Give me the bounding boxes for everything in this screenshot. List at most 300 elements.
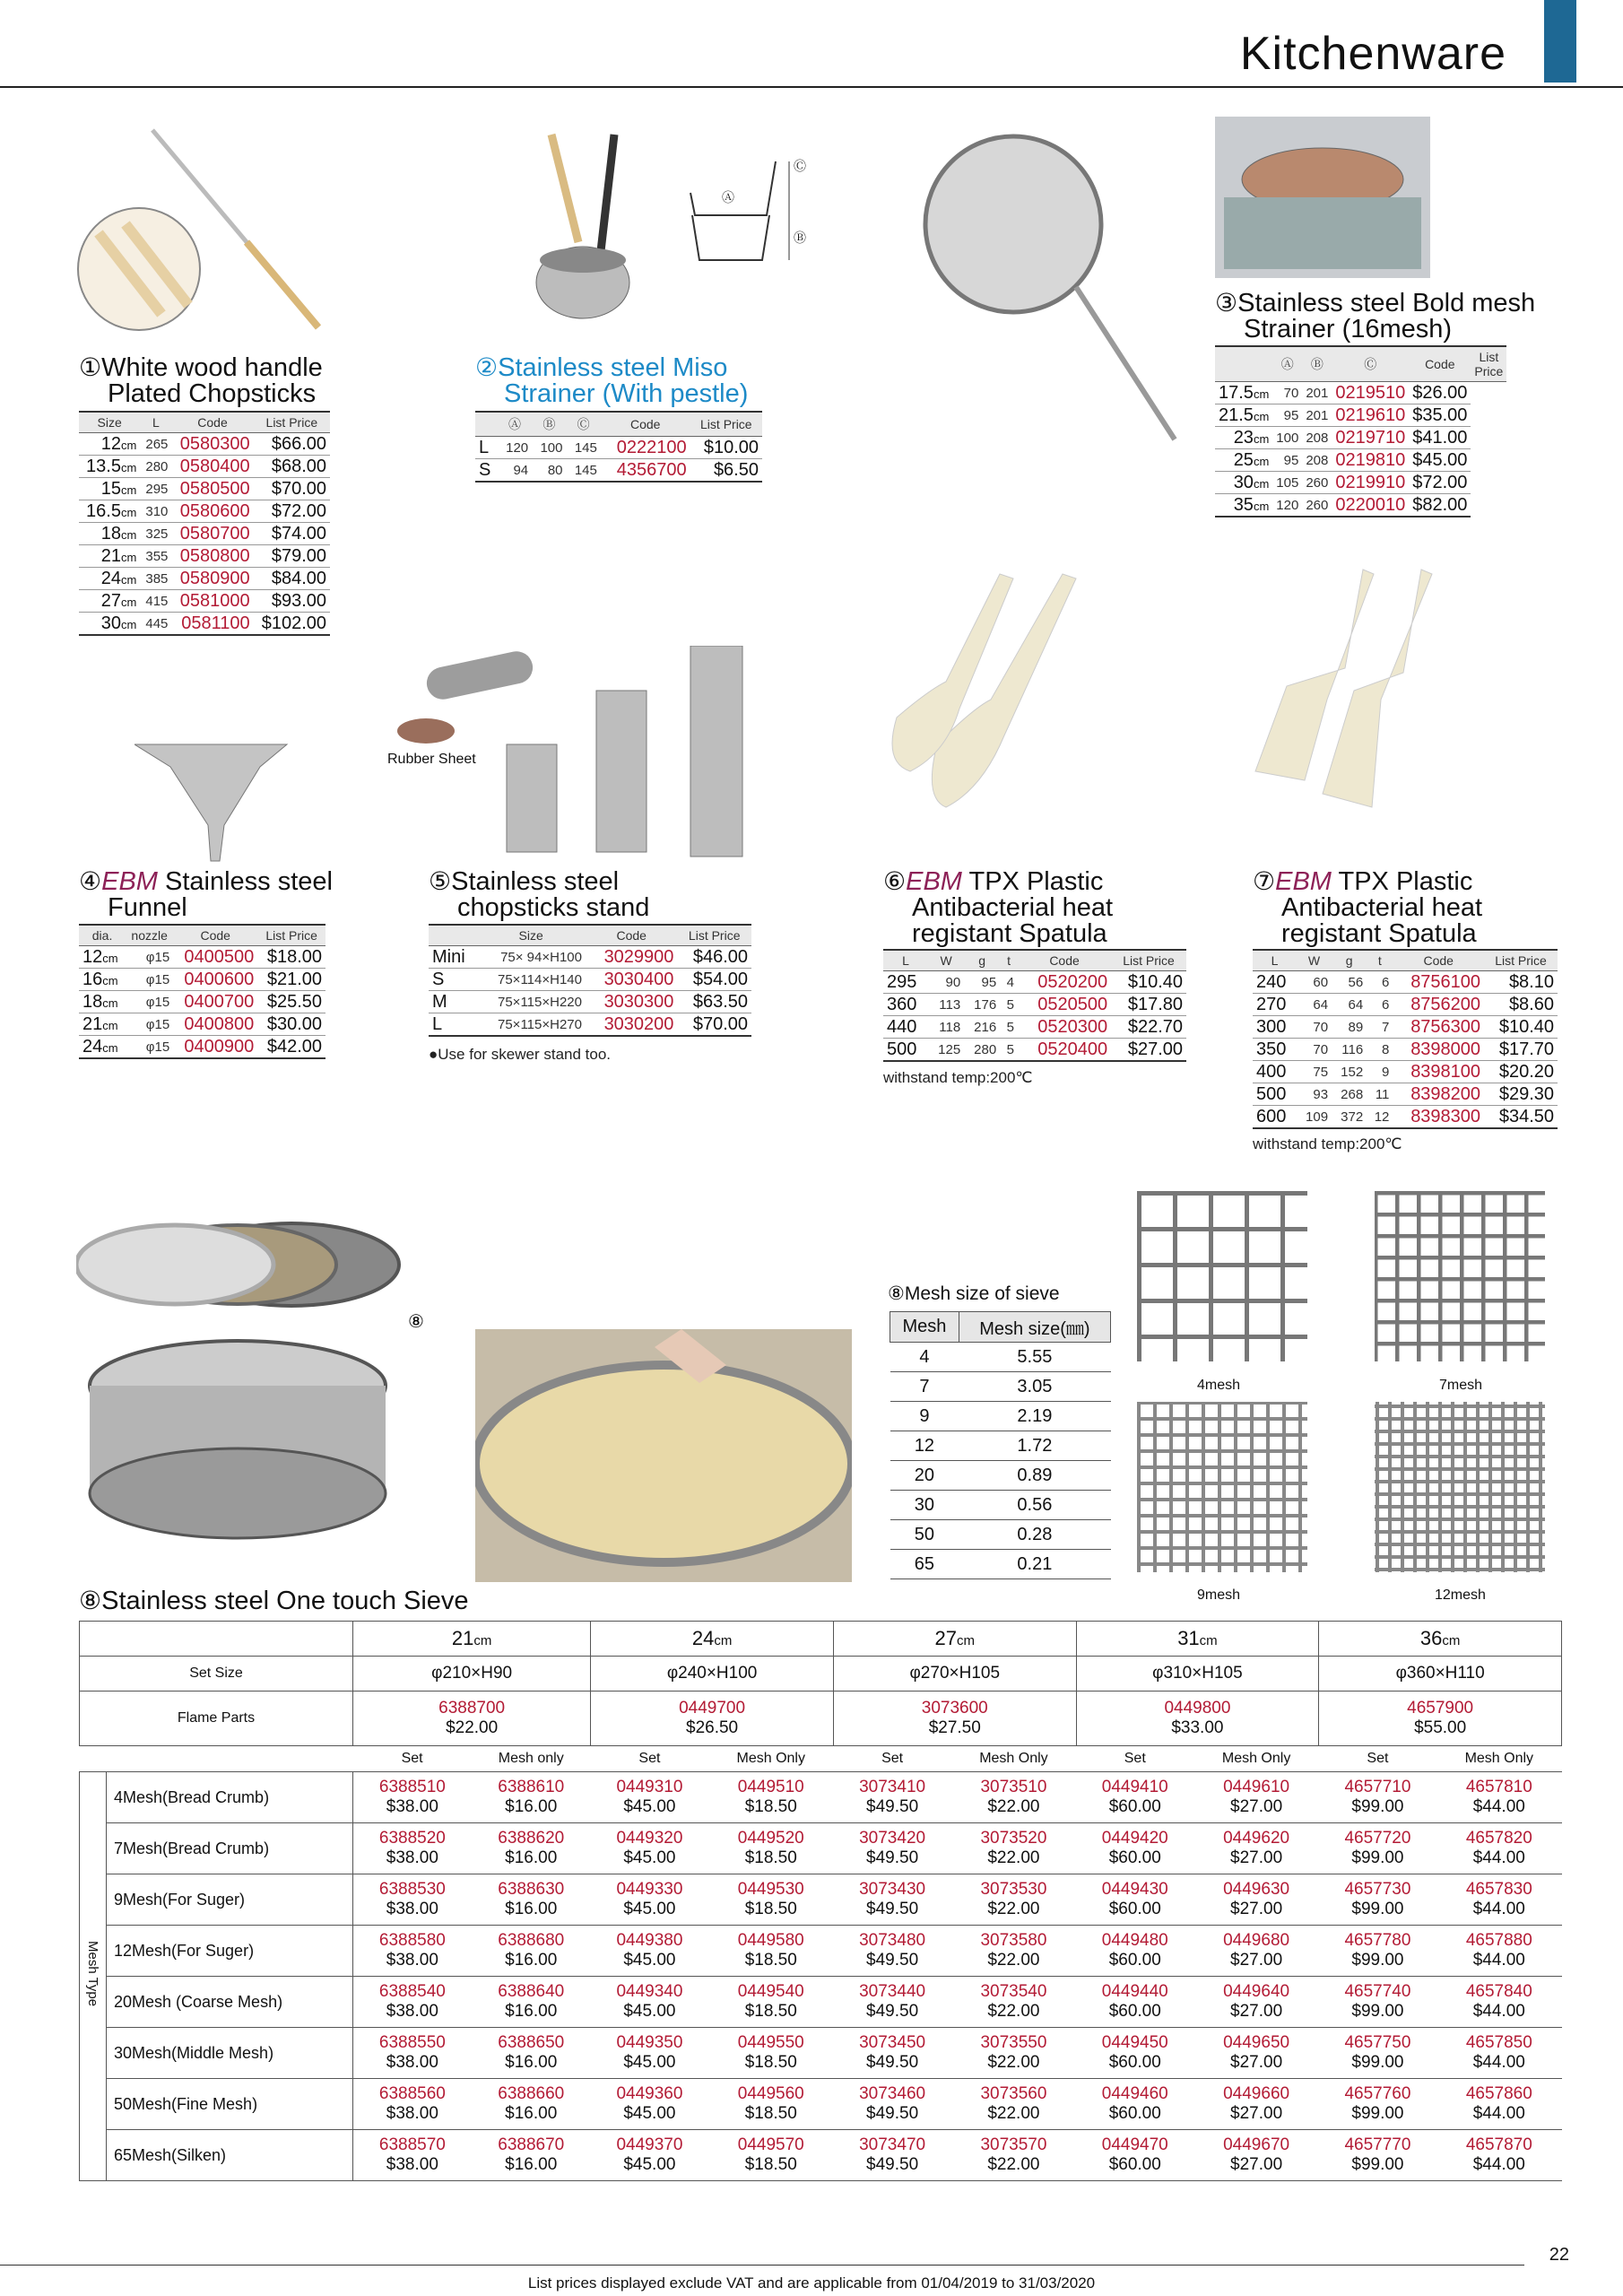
table-row: [79, 433, 330, 456]
table-cell: 0580800: [171, 545, 253, 568]
page-number: 22: [1549, 2245, 1569, 2265]
size-value: 27: [100, 590, 121, 611]
size-unit: cm: [1253, 454, 1270, 468]
table-cell: 600: [1253, 1106, 1297, 1129]
table-cell: 8398000: [1393, 1039, 1484, 1061]
product-code: 6388570: [378, 2135, 446, 2154]
table-cell: $66.00: [254, 433, 330, 456]
product-code: 4657810: [1465, 1778, 1532, 1796]
product-price: $16.00: [505, 1797, 558, 1816]
table-cell: 95: [964, 971, 1000, 994]
size-value: 21: [100, 545, 121, 566]
bold-mesh-strainer-photo: [906, 126, 1202, 457]
table-cell: 0580300: [171, 433, 253, 456]
product-price: $18.50: [744, 1797, 797, 1816]
table-row: [1215, 449, 1506, 472]
price-cell: [1193, 1926, 1318, 1977]
table-cell: 90: [928, 971, 964, 994]
price-cell: [1076, 1823, 1193, 1874]
product-code: 3073450: [859, 2033, 926, 2052]
product-price: $38.00: [386, 2002, 438, 2021]
price-cell: [591, 1977, 708, 2028]
table-cell: Mini: [429, 946, 476, 969]
frame-parts-value: [833, 1692, 1076, 1746]
product-price: $38.00: [386, 2155, 438, 2174]
corner-cell: [80, 1746, 353, 1772]
table-cell: 500: [1253, 1083, 1297, 1106]
price-cell: [708, 1772, 833, 1823]
product-7-note: withstand temp:200℃: [1253, 1135, 1402, 1152]
product-code: 0449660: [1223, 2084, 1290, 2103]
product-code: 4657850: [1465, 2033, 1532, 2052]
size-value: 24: [100, 568, 121, 588]
price-cell: [951, 1977, 1076, 2028]
price-cell: [1319, 2028, 1436, 2079]
size-value: 35: [1233, 494, 1254, 515]
table-row: [1215, 427, 1506, 449]
mesh-row-label: 50Mesh(Fine Mesh): [107, 2079, 353, 2130]
product-price: $22.00: [987, 2155, 1040, 2174]
table-cell: [79, 433, 140, 456]
chopsticks-photo: [76, 126, 345, 341]
product-price: $16.00: [505, 2002, 558, 2021]
sieve-mesh-row: [80, 1926, 1562, 1977]
table-cell: 260: [1302, 494, 1332, 517]
price-cell: [951, 2079, 1076, 2130]
product-price: $27.00: [1230, 2002, 1283, 2021]
price-cell: [1193, 2079, 1318, 2130]
product-code: 0449310: [616, 1778, 683, 1796]
product-price: $44.00: [1472, 1900, 1525, 1918]
sieve-size-header: [833, 1622, 1076, 1657]
table-cell: φ15: [126, 1013, 173, 1036]
table-cell: $21.00: [257, 969, 325, 991]
mesh-row: [890, 1461, 1111, 1491]
table-cell: 0400500: [173, 946, 257, 969]
rubber-sheet-label: Rubber Sheet: [387, 752, 476, 767]
product-code: 3073420: [859, 1829, 926, 1848]
price-cell: [1319, 1823, 1436, 1874]
table-cell: 9: [890, 1402, 959, 1431]
table-cell: 8398300: [1393, 1106, 1484, 1129]
table-cell: 5: [1000, 1039, 1018, 1062]
price-cell: [353, 2130, 472, 2181]
table-cell: 0581000: [171, 590, 253, 613]
table-cell: 310: [140, 500, 171, 523]
table-cell: [79, 500, 140, 523]
price-cell: [1319, 2079, 1436, 2130]
frame-parts-label: Flame Parts: [80, 1692, 353, 1746]
product-code: 0449450: [1101, 2033, 1168, 2052]
product-6-title: ⑥EBM TPX Plastic Antibacterial heat registant Spatula: [883, 867, 1114, 948]
mesh-row-label: 30Mesh(Middle Mesh): [107, 2028, 353, 2079]
sieve-in-use-photo: [475, 1329, 852, 1582]
product-price: $44.00: [1472, 1848, 1525, 1867]
product-6-table: L W g t Code List Price 295 90 95 4 0520200 $10.40 360 113 176 5 0520500 $17.80 440 118 216 5 0520300 $22.70 500 125 280 5 0520400 $27.00: [883, 949, 1186, 1062]
product-code: 3073480: [859, 1931, 926, 1950]
table-cell: $74.00: [254, 523, 330, 545]
product-code: 6388640: [498, 1982, 565, 2001]
table-cell: 0580500: [171, 478, 253, 500]
product-price: $45.00: [623, 1951, 676, 1970]
spatula-7-photo: [1251, 565, 1448, 843]
product-code: 0449350: [616, 2033, 683, 2052]
table-cell: 64: [1297, 994, 1332, 1016]
table-cell: $10.40: [1111, 971, 1186, 994]
table-cell: 3030300: [586, 991, 677, 1013]
table-cell: 118: [928, 1016, 964, 1039]
product-code: 0449640: [1223, 1982, 1290, 2001]
product-price: $44.00: [1472, 2002, 1525, 2021]
price-cell: [1076, 2079, 1193, 2130]
table-cell: $68.00: [254, 456, 330, 478]
price-cell: [1319, 1772, 1436, 1823]
table-row: [1253, 971, 1558, 994]
product-price: $99.00: [1351, 1900, 1404, 1918]
table-cell: 50: [890, 1520, 959, 1550]
table-row: [79, 590, 330, 613]
table-cell: 3029900: [586, 946, 677, 969]
mesh-4-label: 4mesh: [1197, 1378, 1241, 1393]
product-price: $22.00: [987, 2053, 1040, 2072]
product-code: 6388650: [498, 2033, 565, 2052]
frame-price: $22.00: [446, 1718, 499, 1737]
table-row: [1215, 382, 1506, 404]
product-code: 6388670: [498, 2135, 565, 2154]
price-cell: [951, 1823, 1076, 1874]
price-cell: [1436, 1772, 1561, 1823]
table-cell: $72.00: [1409, 472, 1471, 494]
table-cell: 3030400: [586, 969, 677, 991]
size-unit: cm: [120, 572, 137, 587]
price-cell: [1319, 1977, 1436, 2028]
table-cell: 12: [890, 1431, 959, 1461]
table-cell: 208: [1302, 449, 1332, 472]
table-row: [79, 1036, 325, 1059]
price-cell: [708, 2130, 833, 2181]
sieve-mesh-row: [80, 1823, 1562, 1874]
price-cell: [833, 1977, 950, 2028]
table-cell: 125: [928, 1039, 964, 1062]
table-row: [1253, 1039, 1558, 1061]
table-cell: φ15: [126, 991, 173, 1013]
table-row: [475, 437, 762, 459]
size-value: 18: [100, 523, 121, 544]
size-value: 15: [100, 478, 121, 499]
mesh-row-label: 4Mesh(Bread Crumb): [107, 1772, 353, 1823]
frame-parts-value: [1076, 1692, 1319, 1746]
section-tab: [1544, 0, 1576, 83]
sieve-size-header: [1319, 1622, 1562, 1657]
size-value: 21: [451, 1627, 474, 1649]
price-cell: [472, 1772, 591, 1823]
table-cell: [79, 568, 140, 590]
table-cell: [79, 991, 126, 1013]
product-code: 6388610: [498, 1778, 565, 1796]
table-cell: 201: [1302, 382, 1332, 404]
product-price: $22.00: [987, 1900, 1040, 1918]
table-cell: [79, 545, 140, 568]
product-code: 0449620: [1223, 1829, 1290, 1848]
table-cell: [79, 456, 140, 478]
table-cell: φ15: [126, 969, 173, 991]
price-cell: [1436, 1977, 1561, 2028]
product-code: 3073430: [859, 1880, 926, 1899]
price-cell: [833, 1874, 950, 1926]
table-row: [1253, 1083, 1558, 1106]
product-code: 4657860: [1465, 2084, 1532, 2103]
product-price: $18.50: [744, 2104, 797, 2123]
size-unit: cm: [120, 460, 137, 474]
price-cell: [1436, 2028, 1561, 2079]
product-7-title: ⑦EBM TPX Plastic Antibacterial heat registant Spatula: [1253, 867, 1483, 948]
product-price: $27.00: [1230, 2104, 1283, 2123]
product-code: 3073440: [859, 1982, 926, 2001]
table-row: [79, 523, 330, 545]
table-row: [79, 545, 330, 568]
size-value: 36: [1419, 1627, 1443, 1649]
product-5-note: ●Use for skewer stand too.: [429, 1046, 612, 1063]
product-2-title: ②Stainless steel Miso Strainer (With pestle): [475, 353, 749, 408]
product-code: 0449360: [616, 2084, 683, 2103]
strainer-in-use-photo: [1215, 117, 1430, 278]
size-value: 27: [934, 1627, 957, 1649]
table-cell: 8: [1367, 1039, 1393, 1061]
table-cell: 6: [1367, 994, 1393, 1016]
dia-unit: cm: [102, 951, 118, 965]
table-cell: $25.50: [257, 991, 325, 1013]
table-cell: 120: [498, 437, 532, 459]
size-unit: cm: [1442, 1633, 1461, 1648]
product-price: $27.00: [1230, 2053, 1283, 2072]
product-price: $45.00: [623, 2002, 676, 2021]
mesh-type-text: Mesh Type: [85, 1941, 100, 2007]
price-cell: [472, 2130, 591, 2181]
dia-unit: cm: [102, 1018, 118, 1032]
table-cell: [1215, 494, 1272, 517]
table-cell: $63.50: [677, 991, 751, 1013]
table-cell: 9: [1367, 1061, 1393, 1083]
table-cell: 89: [1332, 1016, 1367, 1039]
size-unit: cm: [120, 438, 137, 452]
table-row: [1253, 1061, 1558, 1083]
size-value: 17.5: [1219, 382, 1254, 403]
table-cell: 75×114×H140: [476, 969, 586, 991]
product-price: $44.00: [1472, 1951, 1525, 1970]
table-cell: 176: [964, 994, 1000, 1016]
price-cell: [1319, 2130, 1436, 2181]
product-code: 4657730: [1344, 1880, 1411, 1899]
table-cell: 201: [1302, 404, 1332, 427]
price-cell: [1076, 1874, 1193, 1926]
product-price: $18.50: [744, 2002, 797, 2021]
price-cell: [951, 1926, 1076, 1977]
product-price: $99.00: [1351, 1951, 1404, 1970]
product-code: 4657720: [1344, 1829, 1411, 1848]
product-price: $18.50: [744, 1951, 797, 1970]
product-2-table: Ⓐ Ⓑ Ⓒ Code List Price L 120 100 145 0222100 $10.00 S 94 80 145 4356700 $6.50: [475, 411, 762, 483]
table-cell: 5: [1000, 994, 1018, 1016]
product-1-table: Size L Code List Price 12cm 265 0580300 $66.00 13.5cm 280 0580400 $68.00 15cm 295 0580500 $70.00 16.5cm 310 0580600 $72.00 18cm 325 0580700 $74.00 21cm 355 0580800 $79.00 24cm 385 0580900 $84.00 27cm 415 0581000 $93.00 30cm 445 0581100 $102.00: [79, 411, 330, 636]
product-code: 0449410: [1101, 1778, 1168, 1796]
table-cell: 3030200: [586, 1013, 677, 1037]
price-cell: [353, 2028, 472, 2079]
table-cell: 300: [1253, 1016, 1297, 1039]
product-code: 0449480: [1101, 1931, 1168, 1950]
size-unit: cm: [1253, 431, 1270, 446]
product-price: $38.00: [386, 1900, 438, 1918]
mesh-9-swatch: [1137, 1402, 1307, 1572]
table-cell: [1215, 472, 1272, 494]
sieve-sub-header-row: [80, 1746, 1562, 1772]
table-cell: $35.00: [1409, 404, 1471, 427]
table-row: [1215, 472, 1506, 494]
product-price: $18.50: [744, 1900, 797, 1918]
mesh-row: [890, 1343, 1111, 1372]
price-cell: [353, 1874, 472, 1926]
table-cell: $8.60: [1484, 994, 1558, 1016]
size-value: 23: [1233, 427, 1254, 448]
table-cell: 0222100: [601, 437, 690, 459]
price-cell: [591, 2028, 708, 2079]
table-cell: 0.56: [959, 1491, 1110, 1520]
sieve-mesh-row: [80, 1772, 1562, 1823]
price-cell: [708, 2028, 833, 2079]
product-price: $60.00: [1108, 1900, 1161, 1918]
product-price: $44.00: [1472, 2053, 1525, 2072]
table-cell: $72.00: [254, 500, 330, 523]
sieve-mesh-row: [80, 1874, 1562, 1926]
table-cell: 8756100: [1393, 971, 1484, 994]
sieve-photo: [76, 1211, 453, 1570]
header-divider: [0, 86, 1623, 88]
product-price: $22.00: [987, 1797, 1040, 1816]
product-code: 0449680: [1223, 1931, 1290, 1950]
product-price: $27.00: [1230, 1900, 1283, 1918]
product-code: 0449550: [737, 2033, 804, 2052]
table-cell: 0219710: [1332, 427, 1409, 449]
size-unit: cm: [714, 1633, 733, 1648]
mesh-9-label: 9mesh: [1197, 1587, 1241, 1603]
table-cell: 445: [140, 613, 171, 636]
set-size-value: φ360×H110: [1319, 1657, 1562, 1692]
table-cell: M: [429, 991, 476, 1013]
price-cell: [1076, 1977, 1193, 2028]
product-code: 4657760: [1344, 2084, 1411, 2103]
frame-price: $55.00: [1414, 1718, 1467, 1737]
table-cell: 8398100: [1393, 1061, 1484, 1083]
product-price: $99.00: [1351, 2155, 1404, 2174]
mesh-7-label: 7mesh: [1439, 1378, 1483, 1393]
table-cell: [79, 1036, 126, 1059]
dia-value: 16: [82, 969, 103, 989]
table-cell: S: [429, 969, 476, 991]
table-cell: [1215, 404, 1272, 427]
table-cell: 0580900: [171, 568, 253, 590]
product-code: 4657740: [1344, 1982, 1411, 2001]
product-price: $44.00: [1472, 1797, 1525, 1816]
price-cell: [1193, 1823, 1318, 1874]
product-price: $18.50: [744, 2053, 797, 2072]
size-value: 24: [691, 1627, 715, 1649]
sieve-mesh-row: [80, 2028, 1562, 2079]
table-cell: [1215, 427, 1272, 449]
mesh-row: [890, 1431, 1111, 1461]
product-code: 3073570: [980, 2135, 1047, 2154]
price-cell: [353, 2079, 472, 2130]
table-cell: 75: [1297, 1061, 1332, 1083]
product-code: 3073460: [859, 2084, 926, 2103]
miso-strainer-photo: [502, 117, 861, 332]
sieve-photo-marker: ⑧: [408, 1312, 424, 1332]
mesh-row: [890, 1520, 1111, 1550]
corner-cell: [80, 1622, 353, 1657]
price-cell: [1193, 2028, 1318, 2079]
table-cell: 145: [567, 459, 601, 483]
table-row: [429, 991, 751, 1013]
mesh-4-swatch: [1137, 1191, 1307, 1361]
table-cell: 0400600: [173, 969, 257, 991]
frame-code: 0449700: [679, 1699, 746, 1718]
table-cell: $17.80: [1111, 994, 1186, 1016]
product-code: 0449430: [1101, 1880, 1168, 1899]
mesh-row-label: 65Mesh(Silken): [107, 2130, 353, 2181]
diagram-label-b: Ⓑ: [794, 230, 806, 245]
table-cell: 0219610: [1332, 404, 1409, 427]
price-cell: [1193, 2130, 1318, 2181]
table-cell: 100: [532, 437, 566, 459]
mesh-row: [890, 1491, 1111, 1520]
product-price: $44.00: [1472, 2104, 1525, 2123]
page-title: Kitchenware: [1239, 28, 1506, 80]
frame-code: 0449800: [1164, 1699, 1231, 1718]
set-header: Set: [1076, 1746, 1193, 1772]
price-cell: [1193, 1874, 1318, 1926]
sieve-price-table: [79, 1621, 1562, 2181]
table-cell: [79, 613, 140, 636]
product-code: 4657750: [1344, 2033, 1411, 2052]
table-cell: 80: [532, 459, 566, 483]
product-code: 4657880: [1465, 1931, 1532, 1950]
table-cell: 12: [1367, 1106, 1393, 1129]
price-cell: [708, 2079, 833, 2130]
table-cell: φ15: [126, 1036, 173, 1059]
table-row: [79, 500, 330, 523]
price-cell: [353, 1772, 472, 1823]
dia-value: 21: [82, 1013, 103, 1034]
table-row: [79, 478, 330, 500]
table-cell: [79, 523, 140, 545]
table-cell: $102.00: [254, 613, 330, 636]
price-cell: [591, 1926, 708, 1977]
diagram-label-a: Ⓐ: [722, 190, 734, 204]
product-code: 3073540: [980, 1982, 1047, 2001]
table-cell: 372: [1332, 1106, 1367, 1129]
size-value: 25: [1233, 449, 1254, 470]
table-cell: $93.00: [254, 590, 330, 613]
table-cell: 350: [1253, 1039, 1297, 1061]
table-cell: 0.89: [959, 1461, 1110, 1491]
product-price: $49.50: [866, 1797, 919, 1816]
table-cell: 270: [1253, 994, 1297, 1016]
product-price: $16.00: [505, 2155, 558, 2174]
table-cell: $42.00: [257, 1036, 325, 1059]
size-unit: cm: [1253, 409, 1270, 423]
product-code: 6388550: [378, 2033, 446, 2052]
table-cell: 75×115×H270: [476, 1013, 586, 1037]
table-cell: 95: [1272, 404, 1302, 427]
table-row: [79, 568, 330, 590]
